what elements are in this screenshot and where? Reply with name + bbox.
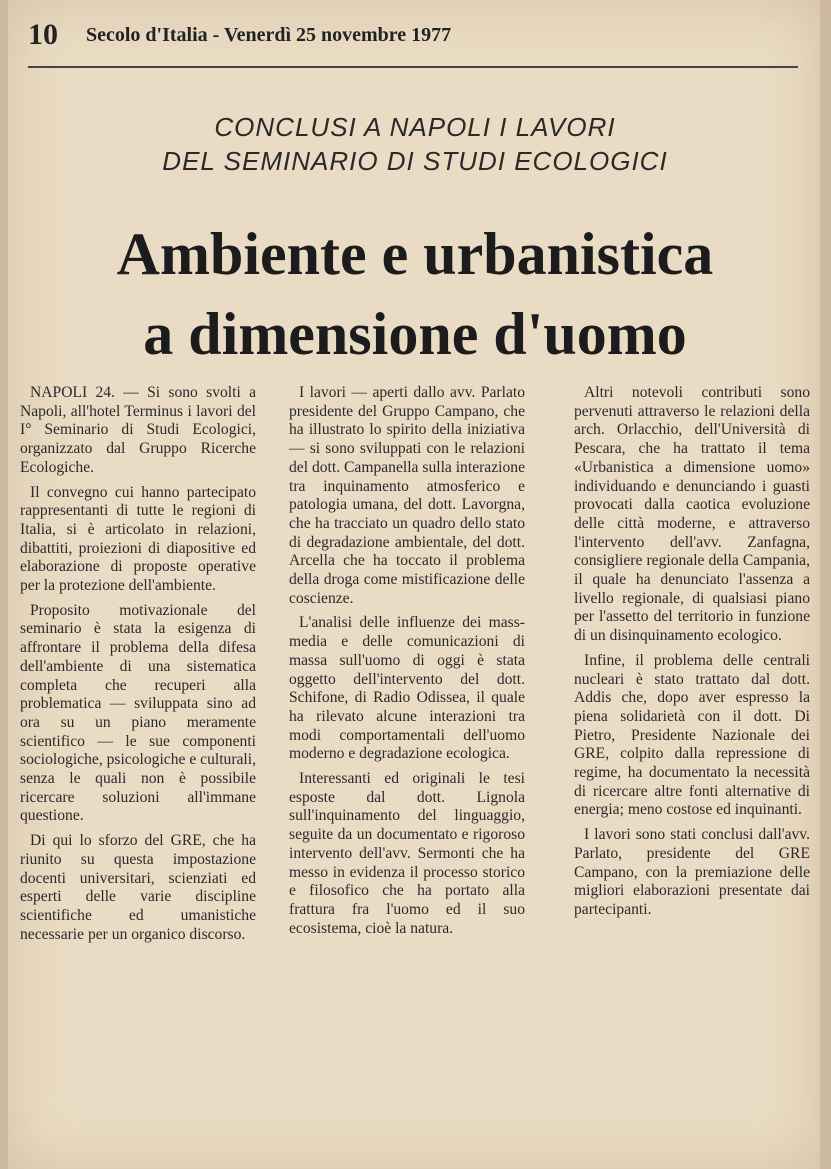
paragraph: I lavori — aperti dallo avv. Parlato presidente del Gruppo Campano, che ha illustrato lo spirito della iniziativa — si sono sviluppati con le relazioni del dott. Campanella sulla interazione tra inquinamento atmosferico e patologia umana, del dott. Lavorgna, che ha tracciato un quadro dello stato di degradazione ambientale, del dott. Arcella che ha toccato il problema della droga come mistificazione delle coscienze. [289, 384, 525, 607]
headline-line-2: a dimensione d'uomo [143, 301, 687, 367]
headline-line-1: Ambiente e urbanistica [116, 221, 714, 287]
header-rule [28, 66, 798, 68]
paragraph: Proposito motivazionale del seminario è stata la esigenza di affrontare il problema della difesa dell'ambiente di una sistematica completa che recuperi alla problematica — sviluppata sino ad ora su un piano meramente scientifico — le sue componenti sociologiche, psicologiche e culturali, senza le quali non è possibile ricercare soluzioni all'immane questione. [20, 601, 257, 825]
paragraph: L'analisi delle influenze dei mass-media e delle comunicazioni di massa sull'uomo di oggi è stata oggetto dell'intervento del dott. Schifone, di Radio Odissea, il quale ha rilevato alcune interazioni tra modi comportamentali dell'uomo moderno e degradazione ecologica. [289, 614, 525, 763]
paragraph: NAPOLI 24. — Si sono svolti a Napoli, all'hotel Terminus i lavori del I° Seminario di Studi Ecologici, organizzato dal Gruppo Ricerche Ecologiche. [20, 384, 256, 476]
paragraph: Infine, il problema delle centrali nucleari è stato trattato dal dott. Addis che, dopo aver espresso la piena solidarietà con il dott. Di Pietro, Presidente Nazionale dei GRE, colpito dalla repressione di regime, ha documentato la necessità di ricercare altre fonti alternative di energia; meno costose ed inquinanti. [574, 651, 810, 819]
paragraph: Di qui lo sforzo del GRE, che ha riunito su questa impostazione docenti universitari, scienziati ed esperti delle varie discipline scientifiche ed umanistiche necessarie per un organico discorso. [20, 832, 256, 943]
page-number: 10 [28, 18, 58, 51]
article-column-3 [574, 384, 810, 920]
headline [20, 214, 810, 374]
paragraph: I lavori sono stati conclusi dall'avv. Parlato, presidente del GRE Campano, con la premiazione delle migliori elaborazioni presentate dai partecipanti. [574, 826, 810, 918]
paragraph: Altri notevoli contributi sono pervenuti attraverso le relazioni della arch. Orlacchio, dell'Università di Pescara, che ha trattato il tema «Urbanistica a dimensione uomo» individuando e denunciando i guasti provocati dalla caotica evoluzione delle città moderne, e attraverso l'intervento dell'avv. Zanfagna, consigliere regionale della Campania, il quale ha denunciato l'assenza a livello regionale, di qualsiasi piano per l'assetto del territorio in funzione di un disinquinamento ecologico. [574, 384, 810, 645]
article-column-1 [20, 384, 256, 944]
paragraph: Il convegno cui hanno partecipato rappresentanti di tutte le regioni di Italia, si è articolato in relazioni, dibattiti, proiezioni di diapositive ed elaborazione di proposte operative per la protezione dell'ambiente. [20, 483, 256, 595]
newspaper-dateline: Secolo d'Italia - Venerdì 25 novembre 1977 [86, 23, 452, 46]
page-header [28, 18, 798, 52]
kicker-line-1: CONCLUSI A NAPOLI I LAVORI [214, 112, 616, 142]
kicker [30, 110, 800, 178]
article-column-2 [289, 384, 525, 938]
kicker-line-2: DEL SEMINARIO DI STUDI ECOLOGICI [162, 146, 668, 176]
paragraph: Interessanti ed originali le tesi esposte dal dott. Lignola sull'inquinamento del linguaggio, seguite da un documentato e rigoroso intervento dell'avv. Sermonti che ha messo in evidenza il processo storico e filosofico che ha portato alla frattura fra l'uomo ed il suo ecosistema, cioè la natura. [289, 770, 525, 937]
